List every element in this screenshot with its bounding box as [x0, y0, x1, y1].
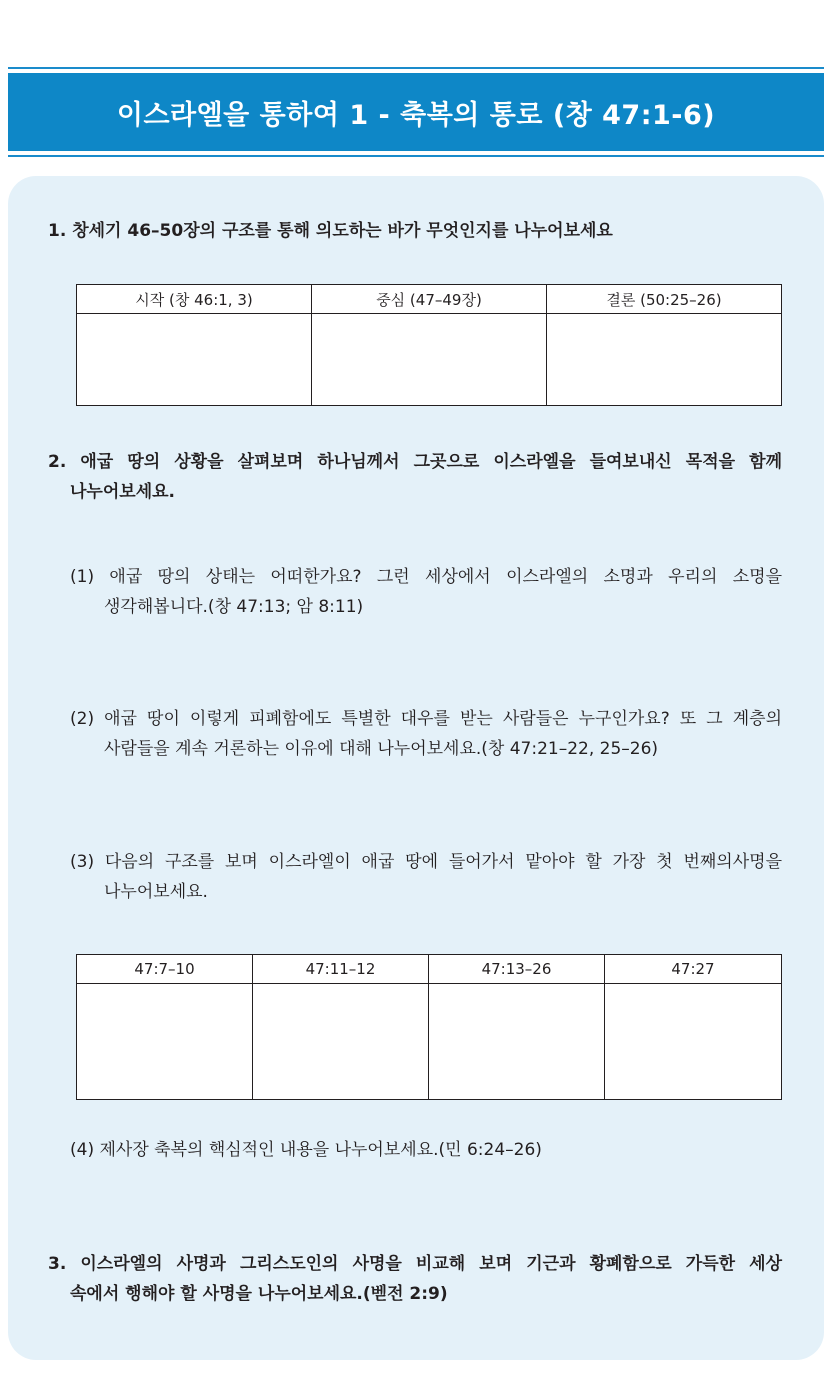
q1-answer-cell-start[interactable] [77, 314, 312, 406]
q2-table-header-3: 47:13–26 [429, 955, 605, 984]
q2-table-header-1: 47:7–10 [77, 955, 253, 984]
question-3-line-2: 속에서 행해야 할 사명을 나누어보세요.(벧전 2:9) [70, 1284, 448, 1304]
q2-answer-cell-2[interactable] [253, 984, 429, 1100]
q2-table-header-2: 47:11–12 [253, 955, 429, 984]
q1-table-header-start: 시작 (창 46:1, 3) [77, 285, 312, 314]
sub-question-3-line-2: 나누어보세요. [104, 882, 208, 902]
sub-question-1-line-2: 생각해봅니다.(창 47:13; 암 8:11) [104, 597, 364, 617]
q1-answer-cell-center[interactable] [312, 314, 547, 406]
question-2-line-2: 나누어보세요. [70, 482, 175, 502]
title-banner [8, 67, 824, 157]
question-2-table [76, 954, 782, 1100]
q2-answer-cell-3[interactable] [429, 984, 605, 1100]
sub-question-2-line-2: 사람들을 계속 거론하는 이유에 대해 나누어보세요.(창 47:21–22, 25–26) [104, 739, 659, 759]
q2-answer-cell-1[interactable] [77, 984, 253, 1100]
q2-table-header-4: 47:27 [605, 955, 782, 984]
sub-question-1-line-1: (1) 애굽 땅의 상태는 어떠한가요? 그런 세상에서 이스라엘의 소명과 우리의 소명을 [70, 567, 782, 587]
title-banner-fill [8, 73, 824, 151]
question-3-line-1: 3. 이스라엘의 사명과 그리스도인의 사명을 비교해 보며 기근과 황폐함으로 가득한 세상 [48, 1254, 782, 1274]
question-2-line-1: 2. 애굽 땅의 상황을 살펴보며 하나님께서 그곳으로 이스라엘을 들여보내신 목적을 함께 [48, 452, 782, 472]
sub-question-4: (4) 제사장 축복의 핵심적인 내용을 나누어보세요.(민 6:24–26) [70, 1140, 542, 1160]
sub-question-3-line-1: (3) 다음의 구조를 보며 이스라엘이 애굽 땅에 들어가서 맡아야 할 가장 첫 번째의사명을 [70, 852, 782, 872]
q1-table-header-center: 중심 (47–49장) [312, 285, 547, 314]
sub-question-2-line-1: (2) 애굽 땅이 이렇게 피폐함에도 특별한 대우를 받는 사람들은 누구인가요? 또 그 계층의 [70, 709, 782, 729]
question-1: 1. 창세기 46–50장의 구조를 통해 의도하는 바가 무엇인지를 나누어보세요 [48, 221, 613, 241]
q1-table-header-conclusion: 결론 (50:25–26) [547, 285, 782, 314]
q1-answer-cell-conclusion[interactable] [547, 314, 782, 406]
page-title: 이스라엘을 통하여 1 - 축복의 통로 (창 47:1-6) [116, 99, 716, 131]
q2-answer-cell-4[interactable] [605, 984, 782, 1100]
question-1-table [76, 284, 782, 406]
